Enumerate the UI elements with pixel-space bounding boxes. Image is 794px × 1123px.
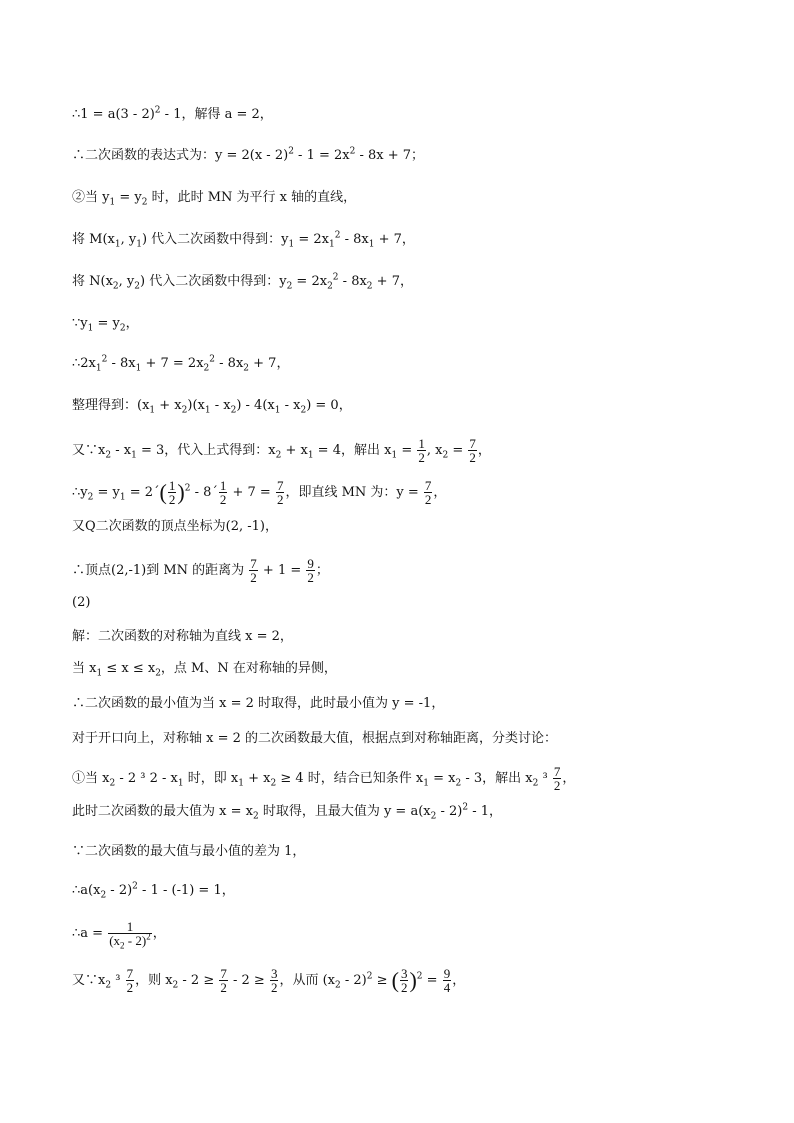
text-line-l07: $\therefore 2x_1^2 - 8x_1 + 7 = 2x_2^2 - 8x_2 + 7$， [72, 354, 290, 374]
text-line-l18: ①当 $x_2 - 2$ ³ $2 - x_1$ 时，即 $x_1 + x_2 \ge 4$ 时，结合已知条件 $x_1 = x_2 - 3$，解出 $x_2$ ³ $\frac{7}{2}$ ， [72, 764, 576, 793]
text-line-l11: 又Q二次函数的顶点坐标为(2, -1)， [72, 519, 279, 534]
text-line-l04: 将 $M(x_1$, $y_1$) 代入二次函数中得到：$y_1 = 2x_1^2 - 8x_1 + 7$， [72, 230, 415, 250]
text-line-l08: 整理得到：$(x_1 + x_2)(x_1 - x_2) - 4(x_1 - x_2) = 0$， [72, 398, 352, 416]
text-line-l10: $\therefore y_2 = y_1$ = 2´( $\frac{1}{2}$ )$^2$ - 8´ $\frac{1}{2}$ + 7 = $\frac{7}{2}$ ，即直线 MN 为：y = $\frac{7}{2}$ ， [72, 478, 447, 507]
text-line-l12: ∴顶点(2,-1)到 MN 的距离为 $\frac{7}{2}$ + 1 = $\frac{9}{2}$ ； [72, 556, 329, 585]
text-line-l06: $\because y_1 = y_2$， [72, 316, 139, 334]
text-line-l02: ∴二次函数的表达式为：$y = 2(x - 2)^2 - 1 = 2x^2 - 8x + 7$； [72, 146, 425, 163]
text-line-l19: 此时二次函数的最大值为 $x = x_2$ 时取得，且最大值为 $y = a(x_2 - 2)^2 - 1$， [72, 802, 503, 822]
text-line-l17: 对于开口向上，对称轴 x = 2 的二次函数最大值，根据点到对称轴距离，分类讨论： [72, 731, 558, 746]
text-line-l21: $\therefore a(x_2 - 2)^2 - 1 - (-1) = 1$， [72, 881, 235, 901]
text-line-l22: ∴a = $\frac{1}{(x_2 - 2)^2}$ ， [72, 919, 166, 951]
text-line-l16: ∴二次函数的最小值为当 x = 2 时取得，此时最小值为 y = -1， [72, 696, 445, 711]
text-line-l05: 将 $N(x_2$, $y_2$) 代入二次函数中得到：$y_2 = 2x_2^2 - 8x_2 + 7$， [72, 272, 413, 292]
text-line-l13: (2) [72, 595, 91, 610]
text-line-l14: 解：二次函数的对称轴为直线 x = 2， [72, 629, 293, 644]
text-line-l03: ②当 $y_1 = y_2$ 时，此时 MN 为平行 x 轴的直线， [72, 190, 357, 208]
text-line-l01: ∴1 = a(3 - 2)$^2$ - 1，解得 a = 2， [72, 105, 273, 122]
text-line-l23: 又$\because x_2$ ³ $\frac{7}{2}$ ，则 $x_2 - 2$ ≥ $\frac{7}{2}$ - 2 ≥ $\frac{3}{2}$ ，从而 $(x_2 - 2)^2$ ≥ ( $\frac{3}{2}$ )$^2$ = $\frac{9}{4}$ ， [72, 966, 466, 995]
text-line-l20: ∵二次函数的最大值与最小值的差为 1， [72, 844, 306, 859]
text-line-l15: 当 $x_1 \le x \le x_2$，点 M、N 在对称轴的异侧， [72, 661, 337, 679]
text-line-l09: 又$\because x_2 - x_1 = 3$，代入上式得到：$x_2 + x_1 = 4$，解出 $x_1$ = $\frac{1}{2}$ , $x_2$ = $\frac{7}{2}$ ， [72, 436, 491, 465]
